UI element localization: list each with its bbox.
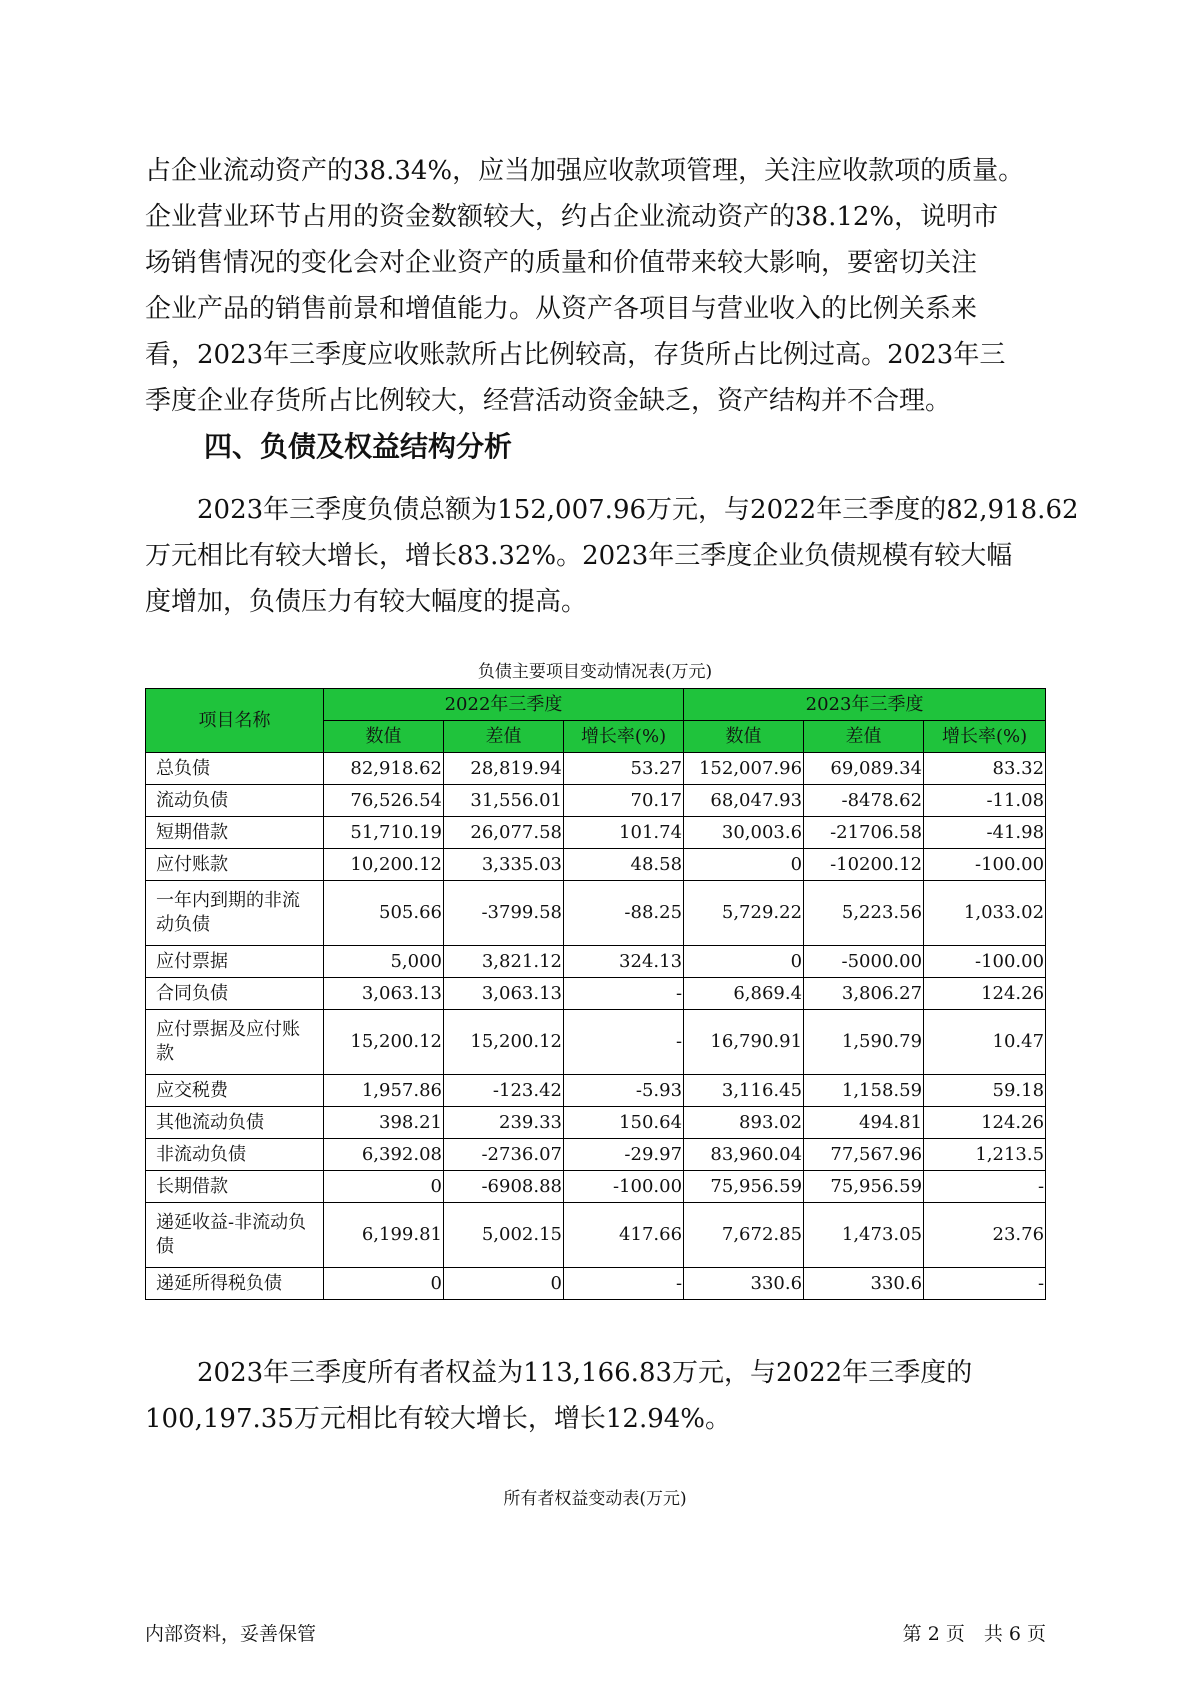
- table-cell: 330.6: [684, 1268, 804, 1300]
- table-row: [146, 946, 1046, 978]
- table-cell: 6,392.08: [324, 1139, 444, 1171]
- table-cell: 3,116.45: [684, 1075, 804, 1107]
- row-label: [146, 1075, 324, 1107]
- text-line: 企业营业环节占用的资金数额较大，约占企业流动资产的38.12%，说明市: [145, 202, 999, 232]
- row-label: [146, 946, 324, 978]
- table-cell: 398.21: [324, 1107, 444, 1139]
- table-row: [146, 849, 1046, 881]
- row-label-line: 应付票据: [156, 950, 228, 972]
- table-cell: 417.66: [564, 1203, 684, 1268]
- row-label: [146, 1107, 324, 1139]
- row-label-line: 款: [156, 1043, 174, 1064]
- table-cell: 26,077.58: [444, 817, 564, 849]
- table-cell: 150.64: [564, 1107, 684, 1139]
- table-cell: 83.32: [924, 753, 1046, 785]
- row-label-line: 短期借款: [156, 821, 228, 843]
- row-label-line: 递延所得税负债: [156, 1272, 282, 1294]
- table-row: [146, 1075, 1046, 1107]
- table-cell: 6,869.4: [684, 978, 804, 1010]
- table-row: [146, 785, 1046, 817]
- footer-confidential-note: 内部资料，妥善保管: [145, 1623, 317, 1645]
- table-cell: -41.98: [924, 817, 1046, 849]
- table-cell: 28,819.94: [444, 753, 564, 785]
- table-cell: 1,213.5: [924, 1139, 1046, 1171]
- table-cell: 3,806.27: [804, 978, 924, 1010]
- table-cell: 494.81: [804, 1107, 924, 1139]
- text-line: 占企业流动资产的38.34%，应当加强应收款项管理，关注应收款项的质量。: [145, 156, 1025, 186]
- row-label-line: 其他流动负债: [156, 1111, 264, 1133]
- row-label-line: 流动负债: [156, 789, 228, 811]
- table-cell: 77,567.96: [804, 1139, 924, 1171]
- table-cell: -29.97: [564, 1139, 684, 1171]
- table-cell: 51,710.19: [324, 817, 444, 849]
- table-cell: -21706.58: [804, 817, 924, 849]
- text-line: 企业产品的销售前景和增值能力。从资产各项目与营业收入的比例关系来: [145, 294, 978, 324]
- table-cell: 0: [324, 1171, 444, 1203]
- table-cell: 68,047.93: [684, 785, 804, 817]
- table-cell: -: [924, 1171, 1046, 1203]
- table-row: [146, 978, 1046, 1010]
- table-cell: 69,089.34: [804, 753, 924, 785]
- text-line: 场销售情况的变化会对企业资产的质量和价值带来较大影响，要密切关注: [145, 248, 978, 278]
- table-cell: 124.26: [924, 1107, 1046, 1139]
- paragraph-equity: [145, 1350, 1045, 1442]
- table-cell: 0: [684, 946, 804, 978]
- liabilities-table-body: [146, 753, 1046, 1300]
- row-label-line: 动负债: [156, 914, 210, 935]
- liabilities-table: [145, 688, 1046, 1300]
- table-row: [146, 1139, 1046, 1171]
- table-cell: 70.17: [564, 785, 684, 817]
- row-label-line: 长期借款: [156, 1175, 228, 1197]
- table-cell: 7,672.85: [684, 1203, 804, 1268]
- row-label: [146, 849, 324, 881]
- row-label: [146, 1139, 324, 1171]
- table-row: [146, 1171, 1046, 1203]
- header-group-2022q3: 2022年三季度: [324, 689, 684, 721]
- table-cell: -8478.62: [804, 785, 924, 817]
- table-caption-equity: 所有者权益变动表(万元): [503, 1489, 687, 1509]
- table-cell: 152,007.96: [684, 753, 804, 785]
- table-cell: 893.02: [684, 1107, 804, 1139]
- table-cell: 3,821.12: [444, 946, 564, 978]
- table-cell: -: [564, 1268, 684, 1300]
- table-cell: -: [924, 1268, 1046, 1300]
- table-cell: 3,063.13: [324, 978, 444, 1010]
- header-diff: 差值: [444, 721, 564, 753]
- table-cell: 124.26: [924, 978, 1046, 1010]
- row-label: [146, 785, 324, 817]
- table-cell: 3,063.13: [444, 978, 564, 1010]
- table-cell: -88.25: [564, 881, 684, 946]
- header-rate: 增长率(%): [924, 721, 1046, 753]
- table-cell: 31,556.01: [444, 785, 564, 817]
- row-label: [146, 881, 324, 946]
- table-row: [146, 881, 1046, 946]
- table-cell: 82,918.62: [324, 753, 444, 785]
- table-cell: 5,729.22: [684, 881, 804, 946]
- header-rate: 增长率(%): [564, 721, 684, 753]
- row-label: [146, 1203, 324, 1268]
- row-label: [146, 817, 324, 849]
- row-label-line: 非流动负债: [156, 1143, 246, 1165]
- table-cell: -100.00: [924, 946, 1046, 978]
- text-line: 万元相比有较大增长，增长83.32%。2023年三季度企业负债规模有较大幅: [145, 541, 1013, 571]
- row-label: [146, 1268, 324, 1300]
- table-cell: -: [564, 978, 684, 1010]
- table-cell: 10,200.12: [324, 849, 444, 881]
- text-line: 度增加，负债压力有较大幅度的提高。: [145, 587, 588, 617]
- table-cell: 0: [444, 1268, 564, 1300]
- table-cell: 239.33: [444, 1107, 564, 1139]
- table-cell: 23.76: [924, 1203, 1046, 1268]
- row-label-line: 债: [156, 1236, 174, 1257]
- row-label-line: 一年内到期的非流: [156, 890, 300, 911]
- table-cell: -5000.00: [804, 946, 924, 978]
- table-row: [146, 817, 1046, 849]
- table-cell: 15,200.12: [324, 1010, 444, 1075]
- row-label-line: 应付票据及应付账: [156, 1019, 300, 1040]
- table-cell: 101.74: [564, 817, 684, 849]
- table-cell: -6908.88: [444, 1171, 564, 1203]
- paragraph-liabilities: [145, 487, 1079, 625]
- table-cell: 505.66: [324, 881, 444, 946]
- table-cell: 10.47: [924, 1010, 1046, 1075]
- row-label-line: 应付账款: [156, 853, 228, 875]
- table-cell: 75,956.59: [804, 1171, 924, 1203]
- table-row: [146, 1268, 1046, 1300]
- table-row: [146, 1107, 1046, 1139]
- table-cell: 30,003.6: [684, 817, 804, 849]
- row-label-line: 合同负债: [156, 982, 228, 1004]
- table-row: [146, 1203, 1046, 1268]
- table-cell: 75,956.59: [684, 1171, 804, 1203]
- text-line: 2023年三季度负债总额为152,007.96万元，与2022年三季度的82,918.62: [145, 495, 1079, 525]
- row-label: [146, 978, 324, 1010]
- table-cell: 0: [324, 1268, 444, 1300]
- text-line: 看，2023年三季度应收账款所占比例较高，存货所占比例过高。2023年三: [145, 340, 1006, 370]
- row-label-line: 总负债: [156, 757, 210, 779]
- table-cell: 324.13: [564, 946, 684, 978]
- table-cell: 83,960.04: [684, 1139, 804, 1171]
- table-cell: 3,335.03: [444, 849, 564, 881]
- table-cell: 1,033.02: [924, 881, 1046, 946]
- row-label: [146, 1010, 324, 1075]
- table-cell: -10200.12: [804, 849, 924, 881]
- table-cell: 5,002.15: [444, 1203, 564, 1268]
- row-label: [146, 1171, 324, 1203]
- table-cell: 59.18: [924, 1075, 1046, 1107]
- table-cell: 6,199.81: [324, 1203, 444, 1268]
- table-cell: 16,790.91: [684, 1010, 804, 1075]
- table-cell: 1,590.79: [804, 1010, 924, 1075]
- table-cell: 5,000: [324, 946, 444, 978]
- table-cell: 1,158.59: [804, 1075, 924, 1107]
- table-row: [146, 1010, 1046, 1075]
- table-caption-liabilities: 负债主要项目变动情况表(万元): [477, 662, 713, 682]
- table-cell: 15,200.12: [444, 1010, 564, 1075]
- table-cell: -5.93: [564, 1075, 684, 1107]
- header-item-name: 项目名称: [146, 689, 324, 753]
- table-cell: -3799.58: [444, 881, 564, 946]
- header-value: 数值: [324, 721, 444, 753]
- text-line: 季度企业存货所占比例较大，经营活动资金缺乏，资产结构并不合理。: [145, 386, 952, 416]
- section-heading: 四、负债及权益结构分析: [204, 430, 513, 463]
- row-label-line: 应交税费: [156, 1079, 228, 1101]
- text-line: 100,197.35万元相比有较大增长，增长12.94%。: [145, 1404, 732, 1434]
- table-cell: -11.08: [924, 785, 1046, 817]
- text-line: 2023年三季度所有者权益为113,166.83万元，与2022年三季度的: [145, 1358, 973, 1388]
- table-cell: 5,223.56: [804, 881, 924, 946]
- table-cell: -100.00: [924, 849, 1046, 881]
- footer-page-number: 第 2 页 共 6 页: [902, 1623, 1046, 1645]
- table-cell: -100.00: [564, 1171, 684, 1203]
- paragraph-asset-structure: [145, 148, 1045, 424]
- header-value: 数值: [684, 721, 804, 753]
- table-cell: -123.42: [444, 1075, 564, 1107]
- table-cell: -2736.07: [444, 1139, 564, 1171]
- table-cell: -: [564, 1010, 684, 1075]
- table-cell: 48.58: [564, 849, 684, 881]
- table-cell: 0: [684, 849, 804, 881]
- table-cell: 1,473.05: [804, 1203, 924, 1268]
- row-label-line: 递延收益-非流动负: [156, 1212, 307, 1233]
- table-cell: 76,526.54: [324, 785, 444, 817]
- header-group-2023q3: 2023年三季度: [684, 689, 1046, 721]
- header-diff: 差值: [804, 721, 924, 753]
- row-label: [146, 753, 324, 785]
- table-cell: 1,957.86: [324, 1075, 444, 1107]
- table-cell: 330.6: [804, 1268, 924, 1300]
- table-row: [146, 753, 1046, 785]
- table-cell: 53.27: [564, 753, 684, 785]
